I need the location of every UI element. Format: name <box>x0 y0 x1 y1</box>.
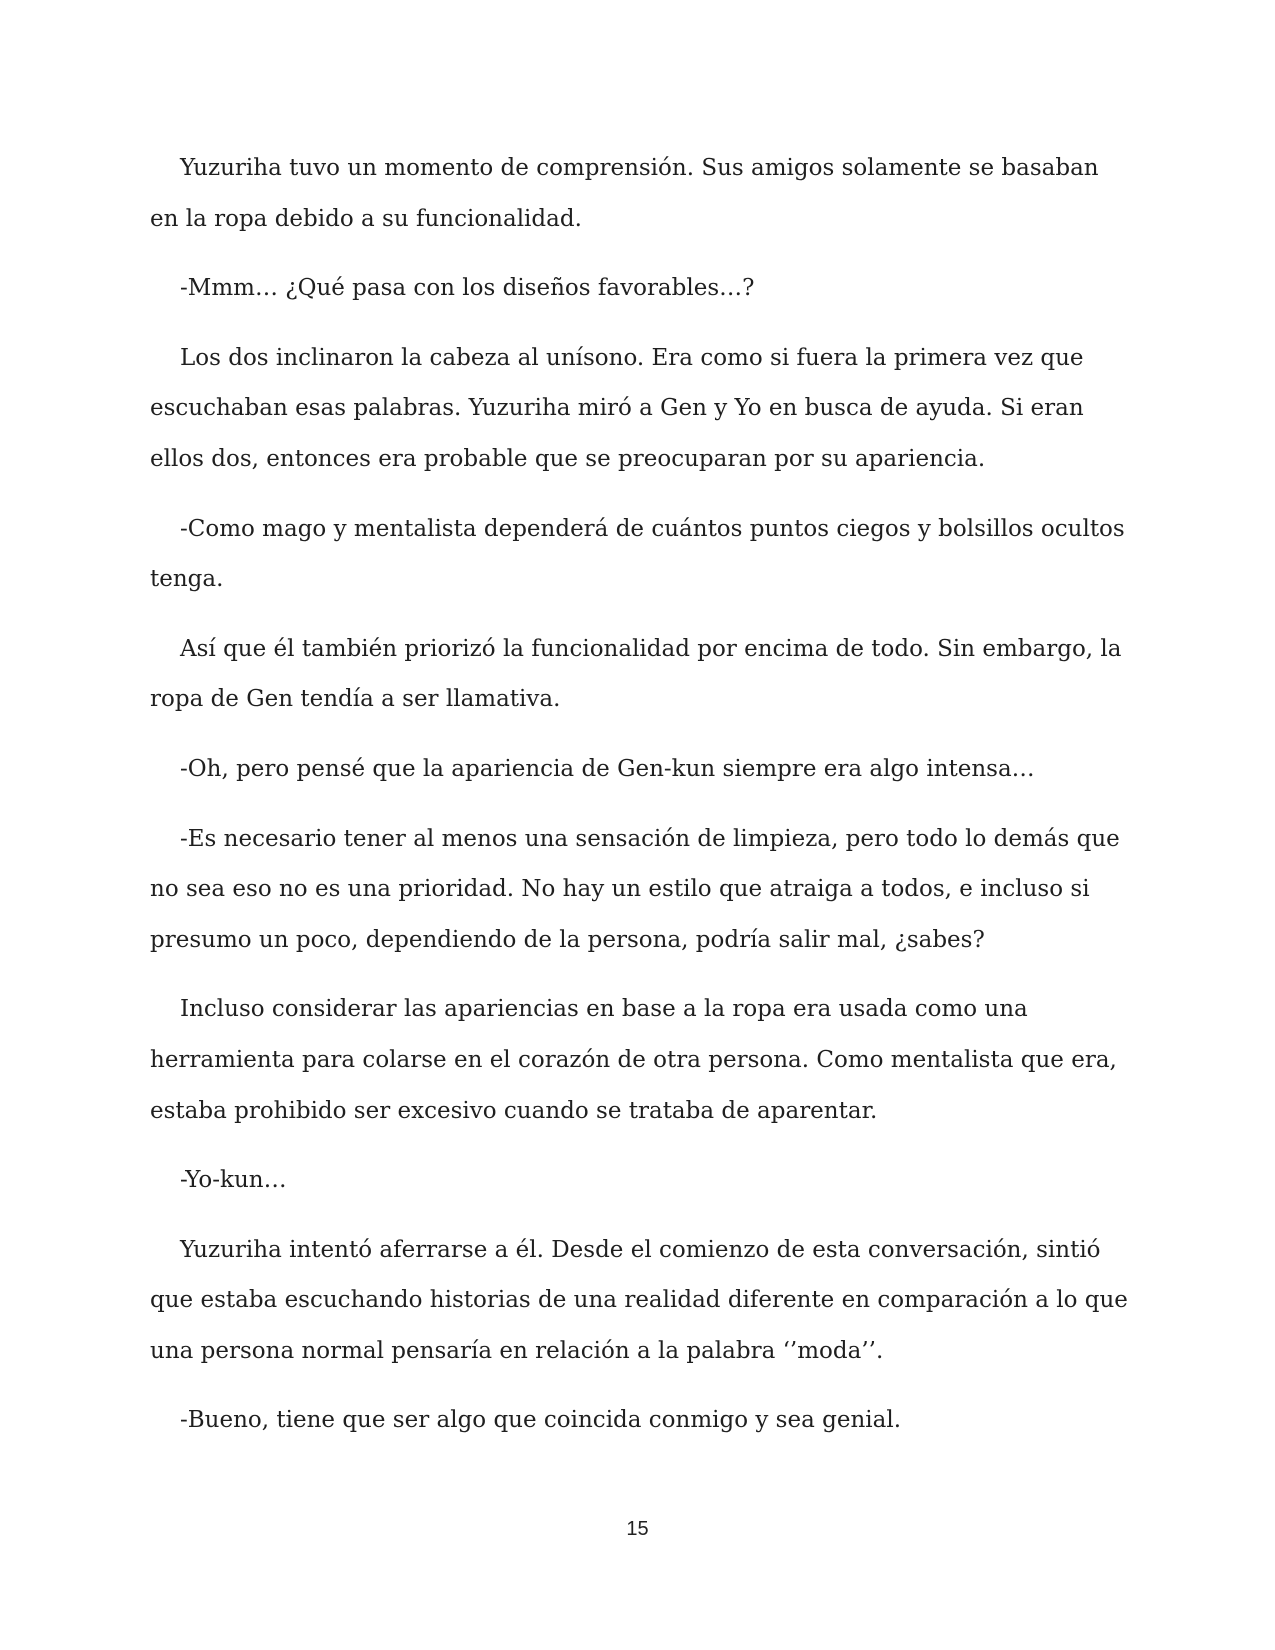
paragraph-11: -Bueno, tiene que ser algo que coincida conmigo y sea genial. <box>180 1407 902 1434</box>
paragraph-4: -Como mago y mentalista dependerá de cuántos puntos ciegos y bolsillos ocultos tenga. <box>150 515 1125 593</box>
paragraph-1: Yuzuriha tuvo un momento de comprensión. Sus amigos solamente se basaban en la ropa debido a su funcionalidad. <box>150 155 1099 232</box>
paragraph-2: -Mmm… ¿Qué pasa con los diseños favorables…? <box>180 275 755 302</box>
text-body <box>150 143 1130 1465</box>
paragraph-7: -Es necesario tener al menos una sensación de limpieza, pero todo lo demás que no sea eso no es una prioridad. No hay un estilo que atraiga a todos, e incluso si presumo un poco, dependiendo de la persona, podría salir mal, ¿sabes? <box>150 825 1120 953</box>
paragraph-3: Los dos inclinaron la cabeza al unísono. Era como si fuera la primera vez que escuchaban esas palabras. Yuzuriha miró a Gen y Yo en busca de ayuda. Si eran ellos dos, entonces era probable que se preocuparan por su apariencia. <box>150 344 1084 472</box>
paragraph-5: Así que él también priorizó la funcionalidad por encima de todo. Sin embargo, la ropa de Gen tendía a ser llamativa. <box>150 635 1122 713</box>
page-number: 15 <box>626 1518 649 1540</box>
paragraph-6: -Oh, pero pensé que la apariencia de Gen-kun siempre era algo intensa… <box>180 755 1035 782</box>
paragraph-9: -Yo-kun… <box>180 1167 287 1194</box>
paragraph-10: Yuzuriha intentó aferrarse a él. Desde el comienzo de esta conversación, sintió que estaba escuchando historias de una realidad diferente en comparación a lo que una persona normal pensaría en relación a la palabra ‘’moda’’. <box>150 1236 1128 1364</box>
paragraph-8: Incluso considerar las apariencias en base a la ropa era usada como una herramienta para colarse en el corazón de otra persona. Como mentalista que era, estaba prohibido ser excesivo cuando se trataba de aparentar. <box>150 996 1117 1124</box>
